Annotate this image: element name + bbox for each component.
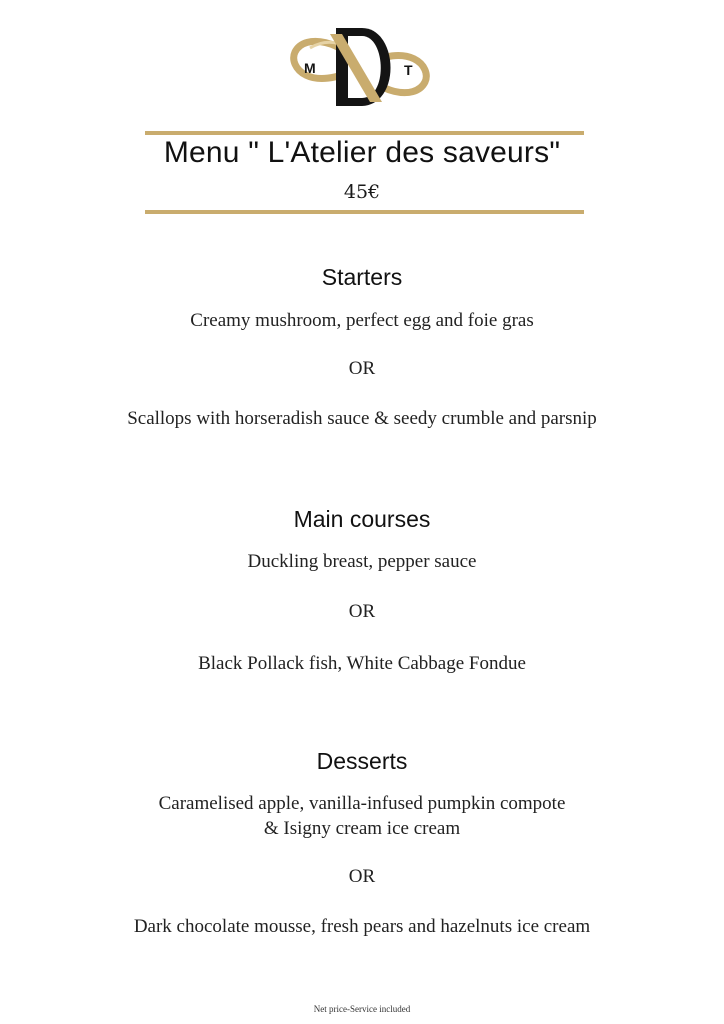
menu-title: Menu " L'Atelier des saveurs" <box>163 136 561 169</box>
section-heading-desserts: Desserts <box>316 748 408 774</box>
starter-option-2: Scallops with horseradish sauce & seedy crumble and parsnip <box>127 408 597 429</box>
main-option-2: Black Pollack fish, White Cabbage Fondue <box>198 653 526 674</box>
footer-note: Net price-Service included <box>313 1004 411 1014</box>
title-top-rule <box>145 131 584 135</box>
dessert-option-1-line-2: & Isigny cream ice cream <box>263 818 461 839</box>
section-heading-starters: Starters <box>321 264 403 290</box>
starter-or-separator: OR <box>348 358 376 379</box>
menu-price: 45€ <box>343 181 381 203</box>
logo-emblem-icon <box>290 22 430 112</box>
main-or-separator: OR <box>348 601 376 622</box>
dessert-option-2: Dark chocolate mousse, fresh pears and hazelnuts ice cream <box>133 916 591 937</box>
dessert-or-separator: OR <box>348 866 376 887</box>
restaurant-logo <box>290 22 430 112</box>
dessert-option-1-line-1: Caramelised apple, vanilla-infused pumpkin compote <box>158 793 566 814</box>
logo-letter-m: M <box>304 60 316 76</box>
main-option-1: Duckling breast, pepper sauce <box>247 551 477 572</box>
logo-letter-t: T <box>404 62 413 78</box>
title-bottom-rule <box>145 210 584 214</box>
section-heading-main-courses: Main courses <box>293 506 431 532</box>
starter-option-1: Creamy mushroom, perfect egg and foie gras <box>190 310 534 331</box>
